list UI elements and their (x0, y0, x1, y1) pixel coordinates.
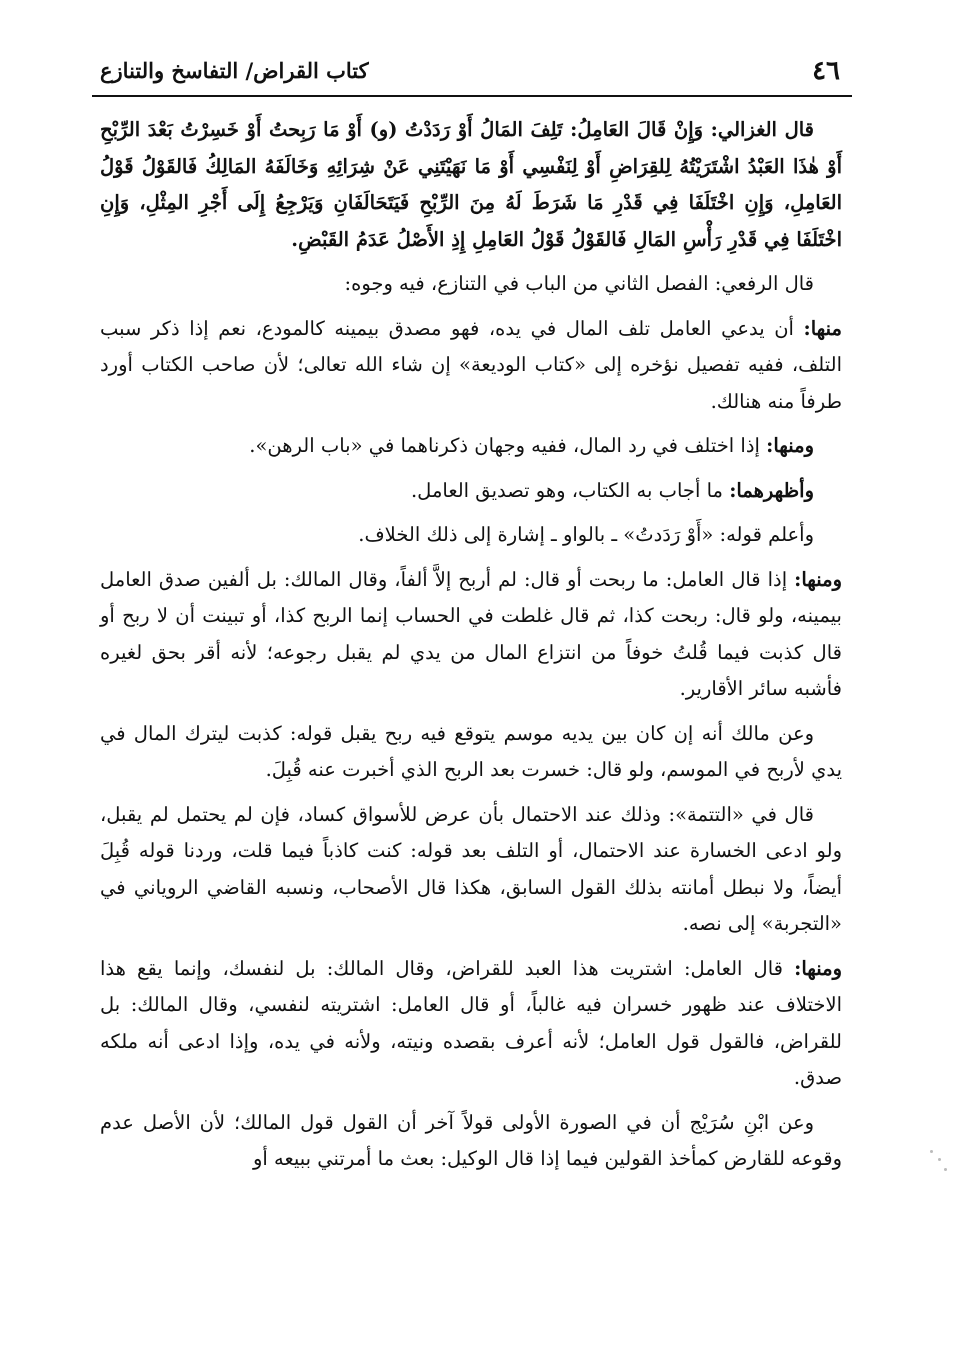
paragraph-text: وعن مالك أنه إن كان بين يديه موسم يتوقع فيه ربح يقبل قوله: كذبت ليترك المال في يدي لأربح في الموسم، ولو قال: خسرت بعد الربح الذي أخبرت عنه قُبِلَ. (100, 721, 842, 781)
paragraph-lead: منها: (803, 316, 842, 340)
scan-speck (938, 1158, 941, 1161)
paragraph-lead: ومنها: (794, 956, 842, 980)
paragraph (100, 951, 842, 1097)
body-text (100, 112, 842, 1186)
paragraph (100, 311, 842, 421)
paragraph (100, 517, 842, 554)
paragraph (100, 562, 842, 708)
paragraph-lead: ومنها: (766, 434, 814, 457)
paragraph-text: ما أجاب به الكتاب، وهو تصديق العامل. (410, 478, 730, 502)
header-rule (92, 95, 852, 97)
paragraph-text: أن يدعي العامل تلف المال في يده، فهو مصدق بيمينه كالمودع، نعم إذا ذكر سبب التلف، ففيه تفصيل نؤخره إلى «كتاب الوديعة» إن شاء الله تعالى؛ لأن صاحب الكتاب أورد طرفاً منه هنالك. (100, 316, 842, 413)
scan-speck (944, 1168, 947, 1171)
paragraph (100, 473, 842, 510)
paragraph-text: قال في «التتمة»: وذلك عند الاحتمال بأن عرض للأسواق كساد، فإن لم يحتمل لم يقبل، ولو ادعى الخسارة عند الاحتمال، أو التلف بعد قوله: كنت كاذباً فيما قلت، وردنا قوله قُبِلَ أيضاً، ولا نبطل أمانته بذلك القول السابق، هكذا قال الأصحاب، ونسبه القاضي الروياني في «التجربة» إلى نصه. (100, 802, 842, 935)
paragraph-lead: ومنها: (794, 567, 842, 591)
paragraph-text: قال الرفعي: الفصل الثاني من الباب في التنازع، فيه وجوه: (344, 272, 814, 295)
paragraph-text: إذا اختلف في رد المال، ففيه وجهان ذكرناهما في «باب الرهن». (249, 434, 767, 457)
paragraph-text: وعن ابْنِ سُرَيْج أن في الصورة الأولى قولاً آخر أن القول قول المالك؛ لأن الأصل عدم وقوعه للقارض كمأخذ القولين فيما إذا قال الوكيل: بعث ما أمرتني ببيعه أو (100, 1110, 842, 1170)
paragraph-text: قال الغزالي: وَإِنْ قَالَ العَامِلُ: تَلِفَ المَالُ أَوْ رَدَدْتُ (و) أَوْ مَا رَبِحتُ أَوْ خَسِرْتُ بَعْدَ الرِّبْحِ أَوْ هٰذَا العَبْدُ اشْتَرَيْتُهُ لِلقِرَاضِ أَوْ لِنَفْسِي أَوْ مَا نَهَيْتَنِي عَنْ شِرَائِهِ وَخَالَفَهُ المَالِكُ فَالقَوْلُ قَوْلُ العَامِلِ، وَإِنِ اخْتَلَفَا فِي قَدْرِ مَا شَرَطَ لَهُ مِنَ الرِّبْحِ فَيَتَحَالَفَانِ وَيَرْجِعُ إِلَى أَجْرِ المِثْلِ، وَإِنِ اخْتَلَفَا فِي قَدْرِ رَأْسِ المَالِ فَالقَوْلُ قَوْلُ العَامِلِ إِذِ الأَصْلُ عَدَمُ القَبْضِ. (100, 118, 842, 251)
running-title: كتاب القراض/ التفاسخ والتنازع (100, 58, 369, 83)
paragraph (100, 428, 842, 465)
paragraph-text: إذا قال العامل: ما ربحت أو قال: لم أربح إلاَّ ألفاً، وقال المالك: بل ألفين صدق العامل بيمينه، ولو قال: ربحت كذا، ثم قال غلطت في الحساب إنما الربح كذا، أو تبينت أن لا ربح أو قال كذبت فيما قُلتُ خوفاً من انتزاع المال من يدي لم يقبل رجوعه؛ لأنه أقر بحق لغيره فأشبه سائر الأقارير. (100, 567, 842, 700)
paragraph (100, 266, 842, 303)
paragraph (100, 1105, 842, 1178)
page-header (92, 50, 844, 94)
matn-paragraph (100, 112, 842, 258)
paragraph (100, 797, 842, 943)
page-number: ٤٦ (812, 56, 840, 86)
scan-speck (930, 1150, 933, 1153)
paragraph-lead: وأظهرهما: (729, 478, 814, 502)
paragraph-text: وأعلم قوله: «أَوْ رَدَدتُ» ـ بالواو ـ إشارة إلى ذلك الخلاف. (358, 523, 814, 546)
paragraph (100, 716, 842, 789)
paragraph-text: قال العامل: اشتريت هذا العبد للقراض، وقال المالك: بل لنفسك، وإنما يقع هذا الاختلاف عند ظهور خسران فيه غالباً، أو قال العامل: اشتريته لنفسي، وقال المالك: بل للقراض، فالقول قول العامل؛ لأنه أعرف بقصده ونيته، ولأنه في يده، وإذا ادعى أنه ملكه صدق. (100, 956, 842, 1089)
